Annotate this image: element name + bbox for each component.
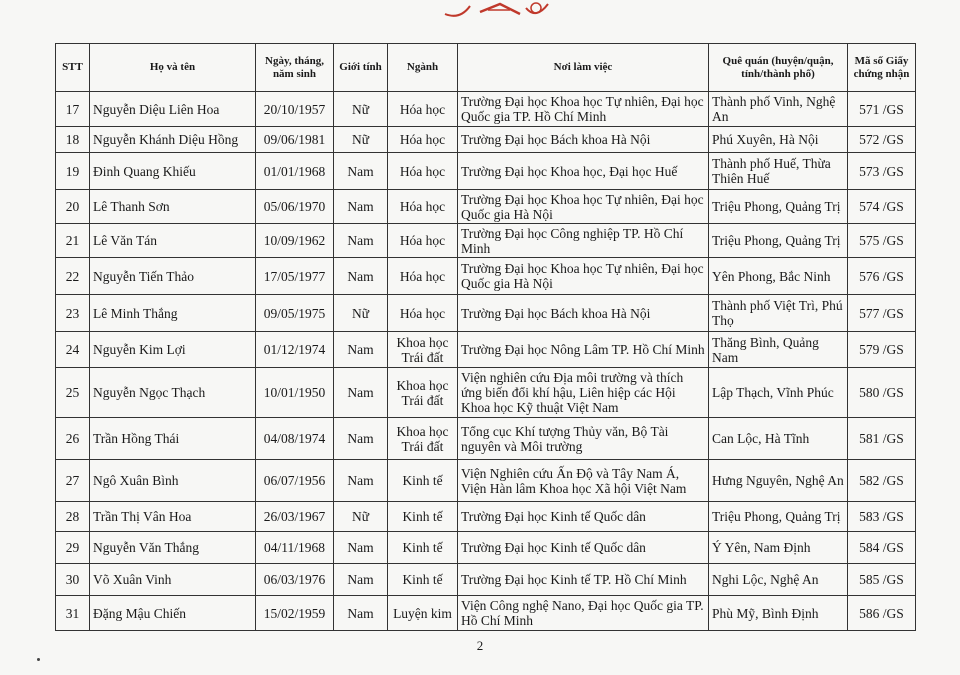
row-gender: Nam [334,460,388,502]
row-dob: 04/08/1974 [256,418,334,460]
row-cert: 571 /GS [848,92,916,127]
row-dob: 10/01/1950 [256,368,334,418]
row-gender: Nam [334,596,388,631]
table-row [56,295,916,332]
row-cert: 573 /GS [848,153,916,190]
row-stt: 26 [56,418,90,460]
row-name: Lê Văn Tán [90,224,256,258]
table-row [56,258,916,295]
awardee-table [55,43,916,631]
row-field: Khoa học Trái đất [388,332,458,368]
row-name: Nguyễn Tiến Thảo [90,258,256,295]
row-name: Trần Thị Vân Hoa [90,502,256,532]
row-cert: 582 /GS [848,460,916,502]
table-row [56,224,916,258]
row-gender: Nam [334,258,388,295]
row-hometown: Phú Xuyên, Hà Nội [709,127,848,153]
table-row [56,564,916,596]
table-row [56,460,916,502]
row-stt: 17 [56,92,90,127]
table-row [56,368,916,418]
table-row [56,190,916,224]
row-hometown: Can Lộc, Hà Tĩnh [709,418,848,460]
row-hometown: Hưng Nguyên, Nghệ An [709,460,848,502]
row-stt: 27 [56,460,90,502]
table-header-row [56,44,916,92]
row-stt: 18 [56,127,90,153]
row-cert: 577 /GS [848,295,916,332]
row-dob: 26/03/1967 [256,502,334,532]
stamp-seal-fragment [440,0,560,22]
row-gender: Nam [334,153,388,190]
row-workplace: Trường Đại học Kinh tế Quốc dân [458,502,709,532]
row-name: Trần Hồng Thái [90,418,256,460]
row-gender: Nam [334,332,388,368]
row-hometown: Ý Yên, Nam Định [709,532,848,564]
column-header-field: Ngành [388,44,458,92]
row-cert: 585 /GS [848,564,916,596]
row-hometown: Triệu Phong, Quảng Trị [709,190,848,224]
row-cert: 586 /GS [848,596,916,631]
row-name: Ngô Xuân Bình [90,460,256,502]
row-workplace: Trường Đại học Kinh tế Quốc dân [458,532,709,564]
row-stt: 20 [56,190,90,224]
row-gender: Nữ [334,92,388,127]
row-name: Nguyễn Khánh Diệu Hồng [90,127,256,153]
row-stt: 31 [56,596,90,631]
row-workplace: Viện Nghiên cứu Ấn Độ và Tây Nam Á, Viện Hàn lâm Khoa học Xã hội Việt Nam [458,460,709,502]
column-header-workplace: Nơi làm việc [458,44,709,92]
row-name: Đinh Quang Khiếu [90,153,256,190]
row-dob: 15/02/1959 [256,596,334,631]
row-cert: 584 /GS [848,532,916,564]
row-dob: 10/09/1962 [256,224,334,258]
row-hometown: Thành phố Việt Trì, Phú Thọ [709,295,848,332]
row-field: Kinh tế [388,532,458,564]
column-header-dob: Ngày, tháng, năm sinh [256,44,334,92]
page-number: 2 [476,638,484,653]
row-cert: 575 /GS [848,224,916,258]
row-workplace: Trường Đại học Bách khoa Hà Nội [458,127,709,153]
row-hometown: Thành phố Vinh, Nghệ An [709,92,848,127]
row-dob: 20/10/1957 [256,92,334,127]
row-workplace: Trường Đại học Nông Lâm TP. Hồ Chí Minh [458,332,709,368]
table-row [56,332,916,368]
row-workplace: Trường Đại học Khoa học Tự nhiên, Đại học Quốc gia Hà Nội [458,258,709,295]
row-stt: 30 [56,564,90,596]
row-name: Nguyễn Kim Lợi [90,332,256,368]
row-dob: 17/05/1977 [256,258,334,295]
row-cert: 572 /GS [848,127,916,153]
row-gender: Nam [334,564,388,596]
row-workplace: Trường Đại học Khoa học Tự nhiên, Đại học Quốc gia Hà Nội [458,190,709,224]
row-cert: 574 /GS [848,190,916,224]
row-name: Nguyễn Diệu Liên Hoa [90,92,256,127]
scan-speck [37,658,40,661]
row-cert: 576 /GS [848,258,916,295]
row-field: Kinh tế [388,564,458,596]
row-gender: Nữ [334,127,388,153]
row-gender: Nữ [334,295,388,332]
row-hometown: Phù Mỹ, Bình Định [709,596,848,631]
row-gender: Nam [334,418,388,460]
row-field: Hóa học [388,127,458,153]
row-stt: 24 [56,332,90,368]
row-stt: 22 [56,258,90,295]
table-row [56,532,916,564]
row-stt: 23 [56,295,90,332]
row-hometown: Thành phố Huế, Thừa Thiên Huế [709,153,848,190]
row-name: Lê Thanh Sơn [90,190,256,224]
row-stt: 28 [56,502,90,532]
row-workplace: Tổng cục Khí tượng Thủy văn, Bộ Tài nguyên và Môi trường [458,418,709,460]
row-hometown: Lập Thạch, Vĩnh Phúc [709,368,848,418]
row-cert: 580 /GS [848,368,916,418]
row-workplace: Viện nghiên cứu Địa môi trường và thích ứng biến đổi khí hậu, Liên hiệp các Hội Khoa học Kỹ thuật Việt Nam [458,368,709,418]
row-gender: Nam [334,224,388,258]
row-gender: Nam [334,190,388,224]
row-dob: 06/03/1976 [256,564,334,596]
row-cert: 579 /GS [848,332,916,368]
row-cert: 581 /GS [848,418,916,460]
row-dob: 01/01/1968 [256,153,334,190]
row-field: Kinh tế [388,460,458,502]
row-workplace: Trường Đại học Khoa học, Đại học Huế [458,153,709,190]
row-dob: 09/06/1981 [256,127,334,153]
row-hometown: Triệu Phong, Quảng Trị [709,502,848,532]
row-dob: 06/07/1956 [256,460,334,502]
row-field: Hóa học [388,224,458,258]
column-header-gender: Giới tính [334,44,388,92]
row-stt: 25 [56,368,90,418]
row-dob: 01/12/1974 [256,332,334,368]
row-gender: Nam [334,368,388,418]
row-gender: Nam [334,532,388,564]
row-workplace: Trường Đại học Công nghiệp TP. Hồ Chí Minh [458,224,709,258]
row-field: Hóa học [388,190,458,224]
row-field: Kinh tế [388,502,458,532]
table-row [56,153,916,190]
row-name: Đặng Mậu Chiến [90,596,256,631]
row-hometown: Triệu Phong, Quảng Trị [709,224,848,258]
column-header-stt: STT [56,44,90,92]
row-workplace: Trường Đại học Kinh tế TP. Hồ Chí Minh [458,564,709,596]
row-stt: 19 [56,153,90,190]
row-field: Hóa học [388,295,458,332]
row-name: Lê Minh Thắng [90,295,256,332]
row-field: Khoa học Trái đất [388,418,458,460]
row-workplace: Viện Công nghệ Nano, Đại học Quốc gia TP. Hồ Chí Minh [458,596,709,631]
row-name: Nguyễn Văn Thắng [90,532,256,564]
row-stt: 21 [56,224,90,258]
row-name: Nguyễn Ngọc Thạch [90,368,256,418]
table-row [56,92,916,127]
row-hometown: Thăng Bình, Quảng Nam [709,332,848,368]
row-hometown: Yên Phong, Bắc Ninh [709,258,848,295]
row-name: Võ Xuân Vinh [90,564,256,596]
row-field: Luyện kim [388,596,458,631]
table-row [56,418,916,460]
table-row [56,127,916,153]
row-field: Hóa học [388,153,458,190]
row-workplace: Trường Đại học Khoa học Tự nhiên, Đại học Quốc gia TP. Hồ Chí Minh [458,92,709,127]
row-field: Hóa học [388,92,458,127]
column-header-cert: Mã số Giấy chứng nhận [848,44,916,92]
column-header-name: Họ và tên [90,44,256,92]
row-dob: 05/06/1970 [256,190,334,224]
row-field: Hóa học [388,258,458,295]
row-stt: 29 [56,532,90,564]
row-gender: Nữ [334,502,388,532]
row-workplace: Trường Đại học Bách khoa Hà Nội [458,295,709,332]
table-row [56,502,916,532]
row-dob: 04/11/1968 [256,532,334,564]
row-field: Khoa học Trái đất [388,368,458,418]
row-cert: 583 /GS [848,502,916,532]
row-dob: 09/05/1975 [256,295,334,332]
table-row [56,596,916,631]
row-hometown: Nghi Lộc, Nghệ An [709,564,848,596]
column-header-hometown: Quê quán (huyện/quận, tỉnh/thành phố) [709,44,848,92]
